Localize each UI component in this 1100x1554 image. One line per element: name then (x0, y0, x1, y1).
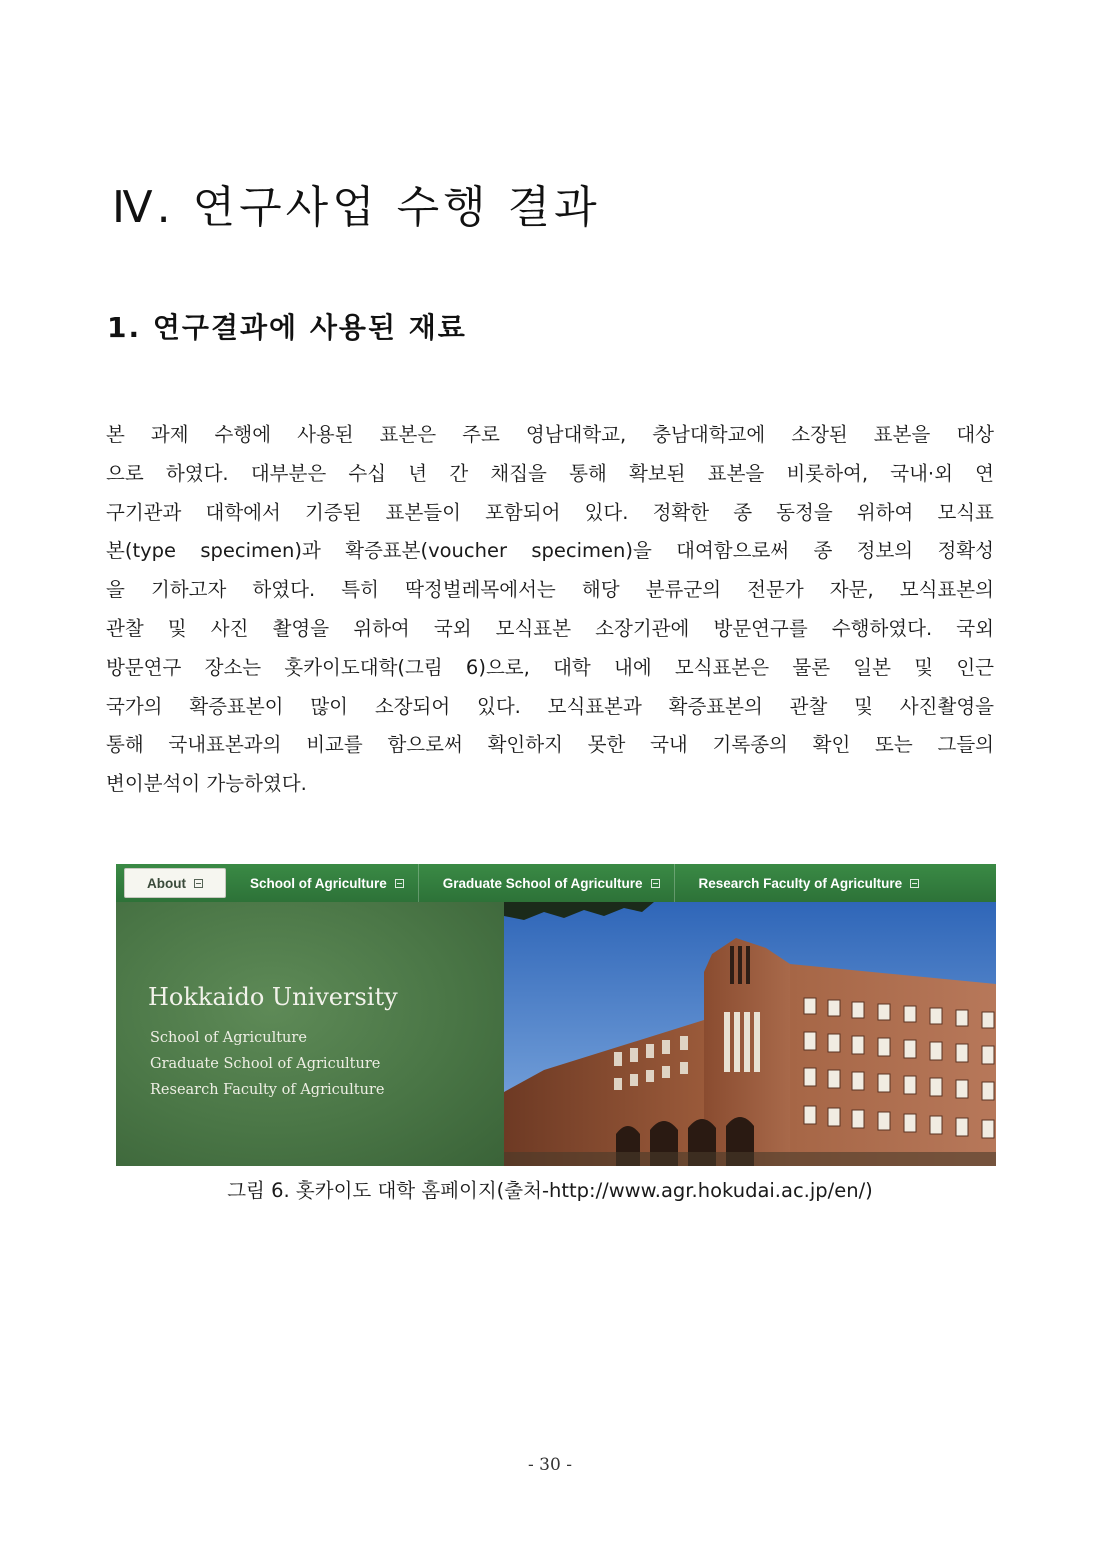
body-line: 방문연구 장소는 홋카이도대학(그림 6)으로, 대학 내에 모식표본은 물론 일본 및 인근 (106, 655, 994, 679)
expand-icon (910, 879, 919, 888)
subtitle-line: Graduate School of Agriculture (150, 1056, 381, 1072)
nav-tab-research (675, 864, 934, 902)
chapter-title: Ⅳ. 연구사업 수행 결과 (112, 182, 601, 233)
body-line: 을 기하고자 하였다. 특히 딱정벌레목에서는 해당 분류군의 전문가 자문, 모식표본의 (106, 578, 994, 602)
nav-tab-graduate (419, 864, 675, 902)
university-name: Hokkaido University (148, 983, 398, 1011)
nav-tab-label: Research Faculty of Agriculture (698, 875, 903, 891)
body-line: 국가의 확증표본이 많이 소장되어 있다. 모식표본과 확증표본의 관찰 및 사진촬영을 (106, 694, 994, 718)
nav-tab-label: School of Agriculture (249, 875, 387, 891)
body-line: 변이분석이 가능하였다. (106, 772, 307, 796)
building-photo (504, 902, 996, 1166)
subtitle-line: School of Agriculture (150, 1030, 307, 1046)
subtitle-line: Research Faculty of Agriculture (150, 1082, 385, 1098)
figure-hokkaido-homepage (116, 864, 996, 1166)
nav-tab-school (234, 864, 419, 902)
body-line: 으로 하였다. 대부분은 수십 년 간 채집을 통해 확보된 표본을 비롯하여, 국내·외 연 (106, 461, 994, 485)
section-title: 1. 연구결과에 사용된 재료 (107, 311, 467, 344)
body-line: 본 과제 수행에 사용된 표본은 주로 영남대학교, 충남대학교에 소장된 표본을 대상 (106, 423, 994, 446)
page-number: - 30 - (528, 1455, 572, 1475)
body-line: 관찰 및 사진 촬영을 위하여 국외 모식표본 소장기관에 방문연구를 수행하였다. 국외 (106, 616, 994, 640)
nav-tab-label: About (147, 875, 186, 891)
expand-icon (651, 879, 660, 888)
expand-icon (395, 879, 404, 888)
figure-nav-bar (116, 864, 996, 902)
body-line: 구기관과 대학에서 기증된 표본들이 포함되어 있다. 정확한 종 동정을 위하여 모식표 (106, 500, 994, 524)
body-line: 통해 국내표본과의 비교를 함으로써 확인하지 못한 국내 기록종의 확인 또는 그들의 (106, 733, 994, 757)
figure-caption: 그림 6. 홋카이도 대학 홈페이지(출처-http://www.agr.hokudai.ac.jp/en/) (227, 1179, 873, 1202)
figure-title-panel (116, 902, 504, 1166)
expand-icon (194, 879, 203, 888)
nav-tab-about (124, 868, 226, 898)
body-paragraph (106, 416, 994, 804)
body-line: 본(type specimen)과 확증표본(voucher specimen)을 대여함으로써 종 정보의 정확성 (106, 539, 994, 563)
nav-tab-label: Graduate School of Agriculture (442, 875, 643, 891)
